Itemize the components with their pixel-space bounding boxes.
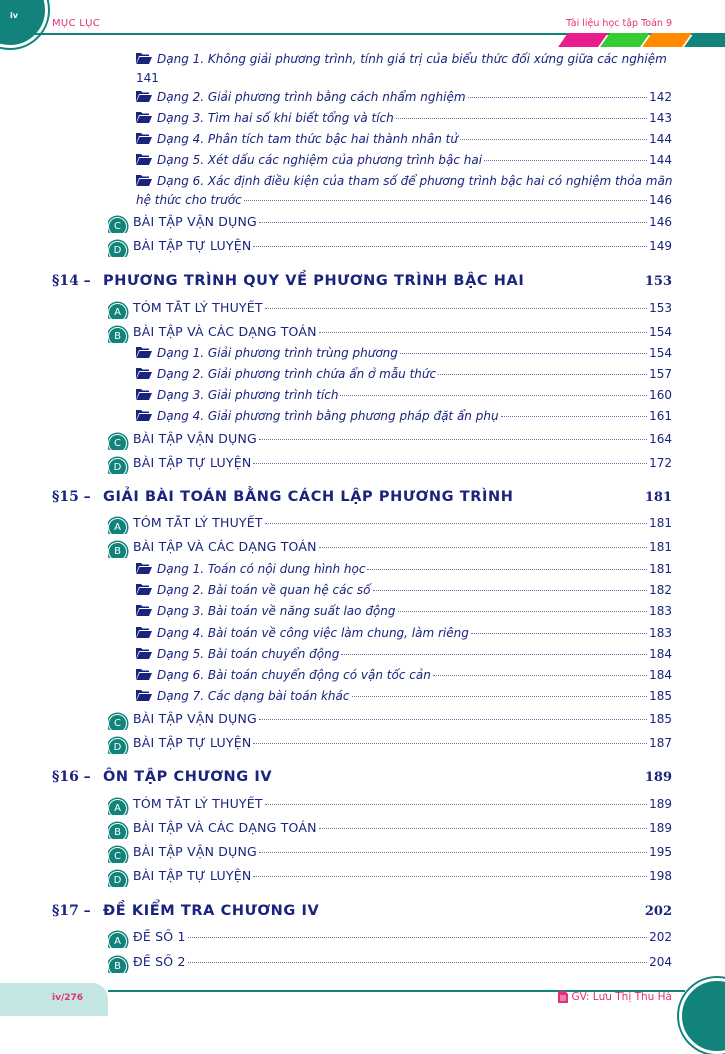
dang-title: Dạng 3. Giải phương trình tích <box>157 388 339 402</box>
toc-entry-subsection[interactable] <box>108 820 672 839</box>
toc-entry-dang[interactable] <box>136 583 672 597</box>
page-number: 160 <box>649 388 672 402</box>
dang-title-continuation <box>136 71 159 85</box>
toc-entry-section[interactable] <box>52 769 672 785</box>
page-number: 153 <box>649 301 672 315</box>
subsection-title: ĐỀ SỐ 1 <box>133 929 186 944</box>
section-number: §15 – <box>52 489 91 505</box>
subsection-letter-badge: C <box>108 714 127 730</box>
folder-open-icon <box>136 91 152 102</box>
section-page-number: 202 <box>644 904 672 919</box>
toc-entry-subsection[interactable] <box>108 515 672 534</box>
page-number: 187 <box>649 736 672 750</box>
dot-leader <box>259 438 647 440</box>
toc-entry-subsection[interactable] <box>108 711 672 730</box>
folder-open-icon <box>136 584 152 595</box>
dang-title: Dạng 1. Không giải phương trình, tính giá trị của biểu thức đối xứng giữa các nghiệm <box>157 52 667 66</box>
dang-title: Dạng 2. Bài toán về quan hệ các số <box>157 583 371 597</box>
page-corner-ornament-bottom <box>679 978 725 1054</box>
folder-open-icon <box>136 175 152 186</box>
dang-title: Dạng 6. Xác định điều kiện của tham số để phương trình bậc hai có nghiệm thỏa mãn <box>157 174 672 188</box>
toc-entry-section[interactable] <box>52 273 672 289</box>
dang-title: Dạng 5. Xét dấu các nghiệm của phương trình bậc hai <box>157 153 483 167</box>
dang-title: Dạng 5. Bài toán chuyển động <box>157 647 340 661</box>
page-number: 185 <box>649 712 672 726</box>
page-number: 198 <box>649 869 672 883</box>
toc-entry-subsection[interactable] <box>108 796 672 815</box>
folder-open-icon <box>136 627 152 638</box>
dot-leader <box>253 462 647 464</box>
dot-leader <box>265 307 647 309</box>
dang-title: Dạng 1. Giải phương trình trùng phương <box>157 346 398 360</box>
toc-entry-dang[interactable] <box>136 562 672 576</box>
page-number: 154 <box>649 346 672 360</box>
dot-leader <box>433 674 647 676</box>
section-page-number: 153 <box>644 274 672 289</box>
page-number: 189 <box>649 821 672 835</box>
folder-open-icon <box>136 347 152 358</box>
page-number: 161 <box>649 409 672 423</box>
page-number: 144 <box>649 132 672 146</box>
dang-title: Dạng 4. Phân tích tam thức bậc hai thành nhân tử <box>157 132 458 146</box>
dang-title: Dạng 3. Tìm hai số khi biết tổng và tích <box>157 111 394 125</box>
subsection-letter-badge: B <box>108 957 127 973</box>
dang-title: Dạng 4. Bài toán về công việc làm chung, làm riêng <box>157 626 469 640</box>
dot-leader <box>188 936 647 938</box>
subsection-title: BÀI TẬP VẬN DỤNG <box>133 214 257 229</box>
toc-entry-dang[interactable] <box>136 647 672 661</box>
page-number: 164 <box>649 432 672 446</box>
subsection-letter-badge: C <box>108 217 127 233</box>
dot-leader <box>352 695 648 697</box>
page-number: 184 <box>649 647 672 661</box>
header-left-title: MỤC LỤC <box>52 18 101 29</box>
dot-leader <box>373 589 648 591</box>
folder-open-icon <box>136 563 152 574</box>
section-page-number: 189 <box>644 770 672 785</box>
subsection-letter-badge: A <box>108 518 127 534</box>
toc-entry-dang[interactable] <box>136 388 672 402</box>
folder-open-icon <box>136 154 152 165</box>
folder-open-icon <box>136 133 152 144</box>
folder-open-icon <box>136 112 152 123</box>
dot-leader <box>367 568 647 570</box>
dot-leader <box>460 138 647 140</box>
dot-leader <box>341 653 647 655</box>
subsection-title: ĐỀ SỐ 2 <box>133 954 186 969</box>
page-number: 181 <box>649 562 672 576</box>
dang-title: Dạng 1. Toán có nội dung hình học <box>157 562 366 576</box>
toc-entry-dang[interactable] <box>136 689 672 703</box>
subsection-title: BÀI TẬP TỰ LUYỆN <box>133 238 252 253</box>
section-number: §16 – <box>52 769 91 785</box>
page-number: 149 <box>649 239 672 253</box>
toc-entry-subsection[interactable] <box>108 954 672 973</box>
subsection-title: TÓM TẮT LÝ THUYẾT <box>133 300 263 315</box>
folder-open-icon <box>136 669 152 680</box>
subsection-letter-badge: A <box>108 303 127 319</box>
folder-open-icon <box>136 690 152 701</box>
toc-entry-dang[interactable] <box>136 111 672 125</box>
subsection-letter-badge: C <box>108 847 127 863</box>
toc-entry-section[interactable] <box>52 489 672 505</box>
dot-leader <box>259 851 647 853</box>
subsection-title: BÀI TẬP VẬN DỤNG <box>133 711 257 726</box>
toc-entry-dang[interactable] <box>136 346 672 360</box>
footer-author-name: GV: Lưu Thị Thu Hà <box>571 991 672 1003</box>
page-number: 144 <box>649 153 672 167</box>
toc-entry-subsection[interactable] <box>108 455 672 474</box>
dot-leader <box>244 199 647 201</box>
page-number: 181 <box>649 540 672 554</box>
page-number: 183 <box>649 626 672 640</box>
footer-page-counter: iv/276 <box>52 993 84 1003</box>
page-corner-ornament <box>0 0 48 48</box>
header-color-tabs <box>555 33 725 47</box>
folder-open-icon <box>136 410 152 421</box>
toc-entry-dang[interactable] <box>136 409 672 423</box>
page-number: 184 <box>649 668 672 682</box>
folder-open-icon <box>136 53 152 64</box>
toc-entry-subsection[interactable] <box>108 238 672 257</box>
subsection-letter-badge: A <box>108 799 127 815</box>
page-number: 172 <box>649 456 672 470</box>
dot-leader <box>501 415 648 417</box>
page-number: 182 <box>649 583 672 597</box>
page-number: 143 <box>649 111 672 125</box>
subsection-letter-badge: D <box>108 458 127 474</box>
dot-leader <box>265 522 647 524</box>
folder-open-icon <box>136 389 152 400</box>
toc-entry-subsection[interactable] <box>108 324 672 343</box>
folder-open-icon <box>136 368 152 379</box>
subsection-letter-badge: D <box>108 871 127 887</box>
subsection-title: TÓM TẮT LÝ THUYẾT <box>133 796 263 811</box>
subsection-title: BÀI TẬP VÀ CÁC DẠNG TOÁN <box>133 324 317 339</box>
dot-leader <box>319 331 647 333</box>
toc-entry-dang[interactable] <box>136 52 672 66</box>
toc-entry-dang[interactable] <box>136 604 672 618</box>
subsection-title: BÀI TẬP TỰ LUYỆN <box>133 735 252 750</box>
toc-entry-dang-continuation[interactable] <box>136 193 672 207</box>
dot-leader <box>319 827 647 829</box>
dot-leader <box>259 718 647 720</box>
page-number: 183 <box>649 604 672 618</box>
dang-title: Dạng 2. Giải phương trình bằng cách nhẩm nghiệm <box>157 90 466 104</box>
section-page-number: 181 <box>644 490 672 505</box>
folder-open-icon <box>136 605 152 616</box>
dot-leader <box>265 803 647 805</box>
dang-title: Dạng 4. Giải phương trình bằng phương pháp đặt ẩn phụ <box>157 409 499 423</box>
subsection-letter-badge: D <box>108 241 127 257</box>
folder-open-icon <box>136 648 152 659</box>
page-number: 189 <box>649 797 672 811</box>
header-right-title: Tài liệu học tập Toán 9 <box>566 18 672 29</box>
footer-author <box>558 991 672 1003</box>
toc-entry-dang[interactable] <box>136 626 672 640</box>
page-number: 157 <box>649 367 672 381</box>
subsection-title: BÀI TẬP VẬN DỤNG <box>133 844 257 859</box>
page-number: 204 <box>649 955 672 969</box>
toc-entry-subsection[interactable] <box>108 844 672 863</box>
toc-entry-dang[interactable] <box>136 668 672 682</box>
dot-leader <box>398 610 648 612</box>
page-number: 146 <box>649 193 672 207</box>
subsection-letter-badge: B <box>108 542 127 558</box>
dot-leader <box>259 221 647 223</box>
page-number: 146 <box>649 215 672 229</box>
section-title: ÔN TẬP CHƯƠNG IV <box>103 769 273 785</box>
toc-entry-subsection[interactable] <box>108 929 672 948</box>
dot-leader <box>253 245 647 247</box>
toc-entry-section[interactable] <box>52 903 672 919</box>
subsection-letter-badge: B <box>108 327 127 343</box>
page-roman-number: iv <box>10 11 18 20</box>
subsection-letter-badge: D <box>108 738 127 754</box>
dang-title: Dạng 6. Bài toán chuyển động có vận tốc cản <box>157 668 431 682</box>
dang-title-continuation: hệ thức cho trước <box>136 193 242 207</box>
subsection-letter-badge: A <box>108 932 127 948</box>
dot-leader <box>471 632 647 634</box>
dot-leader <box>484 159 647 161</box>
dot-leader <box>396 117 647 119</box>
section-title: PHƯƠNG TRÌNH QUY VỀ PHƯƠNG TRÌNH BẬC HAI <box>103 273 525 289</box>
toc-entry-dang[interactable] <box>136 367 672 381</box>
subsection-title: BÀI TẬP VẬN DỤNG <box>133 431 257 446</box>
page-number: 181 <box>649 516 672 530</box>
toc-entry-dang[interactable] <box>136 90 672 104</box>
subsection-title: BÀI TẬP TỰ LUYỆN <box>133 455 252 470</box>
toc-entry-dang[interactable] <box>136 174 672 188</box>
section-number: §14 – <box>52 273 91 289</box>
page-number: 142 <box>649 90 672 104</box>
footer-page-tab <box>0 983 108 1016</box>
toc-entry-subsection[interactable] <box>108 868 672 887</box>
dot-leader <box>253 742 647 744</box>
subsection-title: BÀI TẬP TỰ LUYỆN <box>133 868 252 883</box>
toc-entry-subsection[interactable] <box>108 431 672 450</box>
toc-entry-subsection[interactable] <box>108 735 672 754</box>
page-number: 195 <box>649 845 672 859</box>
subsection-title: BÀI TẬP VÀ CÁC DẠNG TOÁN <box>133 820 317 835</box>
dot-leader <box>319 546 647 548</box>
dot-leader <box>340 394 647 396</box>
dot-leader <box>253 875 647 877</box>
toc-entry-subsection[interactable] <box>108 214 672 233</box>
page-number: 141 <box>136 71 159 85</box>
toc-entry-dang[interactable] <box>136 153 672 167</box>
dot-leader <box>468 96 648 98</box>
page-number: 154 <box>649 325 672 339</box>
dot-leader <box>438 373 647 375</box>
dang-title: Dạng 7. Các dạng bài toán khác <box>157 689 350 703</box>
subsection-title: BÀI TẬP VÀ CÁC DẠNG TOÁN <box>133 539 317 554</box>
section-number: §17 – <box>52 903 91 919</box>
subsection-letter-badge: B <box>108 823 127 839</box>
section-title: GIẢI BÀI TOÁN BẰNG CÁCH LẬP PHƯƠNG TRÌNH <box>103 489 514 505</box>
dang-title: Dạng 3. Bài toán về năng suất lao động <box>157 604 396 618</box>
toc-entry-subsection[interactable] <box>108 539 672 558</box>
dot-leader <box>188 961 647 963</box>
section-title: ĐỀ KIỂM TRA CHƯƠNG IV <box>103 903 320 919</box>
page-number: 202 <box>649 930 672 944</box>
dang-title: Dạng 2. Giải phương trình chứa ẩn ở mẫu thức <box>157 367 437 381</box>
dot-leader <box>400 352 647 354</box>
subsection-title: TÓM TẮT LÝ THUYẾT <box>133 515 263 530</box>
page-number: 185 <box>649 689 672 703</box>
document-icon <box>558 991 568 1003</box>
subsection-letter-badge: C <box>108 434 127 450</box>
toc-entry-subsection[interactable] <box>108 300 672 319</box>
toc-entry-dang[interactable] <box>136 132 672 146</box>
